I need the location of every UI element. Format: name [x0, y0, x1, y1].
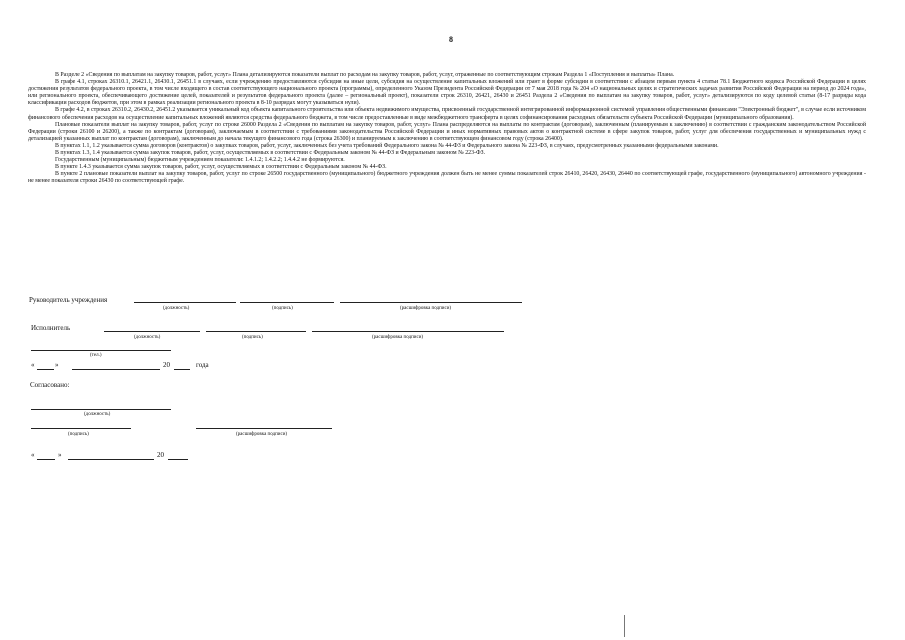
date2-month-line[interactable] — [68, 459, 154, 460]
agreed-decoding-line[interactable] — [196, 428, 332, 429]
date2-close-quote: » — [58, 451, 62, 459]
paragraph: Государственным (муниципальным) бюджетным учреждением показатели: 1.4.1.2; 1.4.2.2; 1.4.4.2 не формируются. — [55, 157, 345, 164]
phone-line[interactable] — [31, 350, 171, 351]
head-label: Руководитель учреждения — [29, 296, 108, 304]
executor-signature-line[interactable] — [206, 331, 306, 332]
date2-day-line[interactable] — [37, 459, 55, 460]
head-decoding-caption: (расшифровка подписи) — [400, 306, 452, 311]
agreed-position-line[interactable] — [31, 409, 171, 410]
paragraph: В графе 4.1, строках 26310.1, 26421.1, 26430.1, 26451.1 в случаях, если учреждению предоставляются субсидия на иные цели, субсидия на осуществление капитальных вложений или грант в форме субсидии в соответствии с абзацем первым пункта 4 статьи 78.1 Бюджетного кодекса Российской Федерации в целях достижения результатов федерального проекта, в том числе входящего в состав соответствующего национального проекта (программы), определенного Указом Президента Российской Федерации от 7 мая 2018 года № 204 «О национальных целях и стратегических задачах развития Российской Федерации на период до 2024 года», или регионального проекта, обеспечивающего достижение целей, показателей и результатов федерального проекта (далее – региональный проект), показатели строк 26310, 26421, 26430 и 26451 Раздела 2 «Сведения по выплатам на закупку товаров, работ, услуг» детализируются по коду целевой статьи (8-17 разряды кода классификации расходов бюджетов, при этом в рамках реализации регионального проекта в 8-10 разрядах могут указываться нули). — [28, 79, 866, 107]
executor-label: Исполнитель — [31, 324, 71, 332]
executor-position-caption: (должность) — [134, 335, 161, 340]
executor-decoding-caption: (расшифровка подписи) — [372, 335, 424, 340]
date-day-line[interactable] — [37, 369, 54, 370]
executor-signature-caption: (подпись) — [242, 335, 263, 340]
agreed-signature-caption: (подпись) — [68, 432, 89, 437]
paragraph: В пункте 2 плановые показатели выплат на закупку товаров, работ, услуг по строке 26500 государственного (муниципального) бюджетного учреждения должен быть не менее суммы показателей строк 26410, 26420, 26430, 26440 по соответствующей графе, государственного (муниципального) автономного учреждения - не менее показателя строки 26430 по соответствующей графе. — [28, 171, 866, 185]
head-position-caption: (должность) — [163, 306, 190, 311]
scan-edge-mark — [624, 615, 625, 637]
executor-position-line[interactable] — [104, 331, 200, 332]
head-signature-caption: (подпись) — [272, 306, 293, 311]
head-position-line[interactable] — [134, 302, 236, 303]
paragraph: В пункте 1.4.3 указывается сумма закупок товаров, работ, услуг, осуществляемых в соответствии с Федеральным законом № 44-ФЗ. — [55, 164, 387, 171]
head-signature-line[interactable] — [240, 302, 334, 303]
date-year-suffix: года — [196, 361, 209, 369]
page-number: 8 — [449, 35, 453, 44]
paragraph: В пунктах 1.1, 1.2 указывается сумма договоров (контрактов) о закупках товаров, работ, услуг, заключенных без учета требований Федерального закона № 44-ФЗ и Федерального закона № 223-ФЗ, в случаях, предусмотренных указанными федеральными законами. — [55, 142, 719, 149]
date2-year-prefix: 20 — [157, 451, 164, 459]
executor-decoding-line[interactable] — [312, 331, 504, 332]
head-decoding-line[interactable] — [340, 302, 522, 303]
agreed-position-caption: (должность) — [84, 412, 111, 417]
agreed-decoding-caption: (расшифровка подписи) — [236, 432, 288, 437]
date-year-line[interactable] — [174, 369, 190, 370]
paragraph: В Разделе 2 «Сведения по выплатам на закупку товаров, работ, услуг» Плана детализируются показатели выплат по расходам на закупку товаров, работ, услуг, отраженные по соответствующим строкам Раздела 1 «Поступления и выплаты» Плана. — [55, 72, 675, 78]
agreed-label: Согласовано: — [30, 381, 70, 389]
date-month-line[interactable] — [72, 369, 160, 370]
date-close-quote: » — [55, 361, 59, 369]
date2-open-quote: « — [31, 451, 35, 459]
instructions-body — [28, 72, 866, 186]
date2-year-line[interactable] — [168, 459, 188, 460]
agreed-signature-line[interactable] — [31, 428, 131, 429]
date-year-prefix: 20 — [163, 361, 170, 369]
paragraph: В пунктах 1.3, 1.4 указывается сумма закупок товаров, работ, услуг, осуществляемых в соответствии с Федеральным законом № 44-ФЗ и Федеральным законом № 223-ФЗ. — [55, 150, 486, 157]
paragraph: В графе 4.2, в строках 26310.2, 26430.2, 26451.2 указывается уникальный код объекта капитального строительства или объекта недвижимого имущества, присвоенный государственной интегрированной информационной системой управления общественными финансами "Электронный бюджет", в случае если источником финансового обеспечения расходов на осуществление капитальных вложений являются средства федерального бюджета, в том числе предоставленные в виде межбюджетного трансферта в целях софинансирования расходных обязательств субъекта Российской Федерации (муниципального образования). — [28, 107, 866, 121]
phone-caption: (тел.) — [90, 353, 102, 358]
paragraph: Плановые показатели выплат на закупку товаров, работ, услуг по строке 26000 Раздела 2 «Сведения по выплатам на закупку товаров, работ, услуг» Плана распределяются на выплаты по контрактам (договорам), заключенным (планируемым к заключению) в соответствии с гражданским законодательством Российской Федерации (строки 26100 и 26200), а также по контрактам (договорам), заключаемым в соответствии с требованиями законодательства Российской Федерации и иных нормативных правовых актов о контрактной системе в сфере закупок товаров, работ, услуг для обеспечения государственных и муниципальных нужд с детализацией указанных выплат по контрактам (договорам), заключенным до начала текущего финансового года (строка 26300) и планируемым к заключению в соответствующем финансовом году (строка 26400). — [28, 121, 866, 142]
date-open-quote: « — [31, 361, 35, 369]
